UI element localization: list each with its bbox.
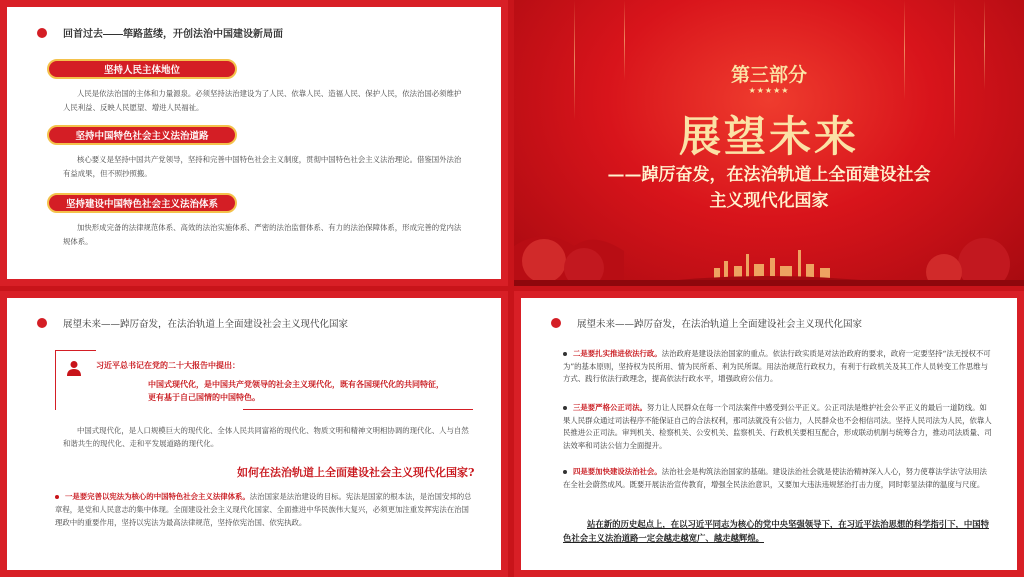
slide-part-three-cover[interactable] bbox=[514, 0, 1024, 286]
point-text: 法治国家是法治建设的目标。宪法是国家的根本法，是治国安邦的总章程，是党和人民意志的集中体现。全面建设社会主义现代化国家、全面推进中华民族伟大复兴，必须更加注重发挥宪法在治国理政中的重要作用，坚持以宪法为最高法律规范，坚持依宪治国、依宪执政。 bbox=[55, 492, 472, 527]
bullet-icon bbox=[55, 495, 59, 499]
person-icon bbox=[66, 360, 82, 376]
question-heading: 如何在法治轨道上全面建设社会主义现代化国家? bbox=[237, 466, 475, 479]
slide-modernization[interactable] bbox=[0, 291, 508, 577]
slide-review-past[interactable] bbox=[0, 0, 508, 286]
list-item bbox=[563, 466, 993, 491]
section-title: 展望未来——踔厉奋发，在法治轨道上全面建设社会主义现代化国家 bbox=[577, 319, 863, 330]
list-item bbox=[563, 348, 993, 386]
quote-box bbox=[55, 350, 473, 410]
section-text-2: 核心要义是坚持中国共产党领导，坚持和完善中国特色社会主义制度，贯彻中国特色社会主义法治理论。借鉴国外法治有益成果，但不照抄照搬。 bbox=[63, 155, 462, 178]
section-header bbox=[37, 316, 348, 330]
bullet-dot-icon bbox=[551, 318, 561, 328]
point-title: 三是要严格公正司法。 bbox=[573, 403, 647, 412]
section-title: 展望未来——踔厉奋发，在法治轨道上全面建设社会主义现代化国家 bbox=[63, 319, 349, 330]
modernization-paragraph: 中国式现代化，是人口规模巨大的现代化、全体人民共同富裕的现代化、物质文明和精神文明相协调的现代化、人与自然和谐共生的现代化、走和平发展道路的现代化。 bbox=[63, 426, 469, 448]
section-text-3: 加快形成完备的法律规范体系、高效的法治实施体系、严密的法治监督体系、有力的法治保障体系，形成完善的党内法规体系。 bbox=[63, 223, 462, 246]
pill-heading-3: 坚持建设中国特色社会主义法治体系 bbox=[47, 193, 237, 213]
bullet-icon bbox=[563, 352, 567, 356]
skyline-clouds-illustration bbox=[514, 206, 1024, 286]
slide-content bbox=[7, 7, 501, 279]
main-title: 展望未来 bbox=[678, 112, 859, 161]
point-title: 四是要加快建设法治社会。 bbox=[573, 467, 662, 476]
stars-icon: ★★★★★ bbox=[748, 86, 790, 95]
subtitle-line-1: ——踔厉奋发，在法治轨道上全面建设社会 bbox=[607, 165, 931, 185]
quote-lead: 习近平总书记在党的二十大报告中提出： bbox=[96, 360, 240, 370]
section-text-1: 人民是依法治国的主体和力量源泉。必须坚持法治建设为了人民、依靠人民、造福人民、保护人民，依法治国必须维护人民利益、反映人民愿望、增进人民福祉。 bbox=[63, 89, 462, 112]
part-label: 第三部分 bbox=[730, 64, 807, 86]
slide-rule-of-law-points[interactable] bbox=[514, 291, 1024, 577]
slide-content bbox=[7, 298, 501, 570]
bullet-dot-icon bbox=[37, 318, 47, 328]
quote-body: 中国式现代化，是中国共产党领导的社会主义现代化，既有各国现代化的共同特征，更有基于自己国情的中国特色。 bbox=[148, 379, 444, 402]
section-header bbox=[37, 25, 283, 40]
bullet-icon bbox=[563, 406, 567, 410]
pill-heading-1: 坚持人民主体地位 bbox=[47, 59, 237, 79]
bullet-icon bbox=[563, 470, 567, 474]
section-title: 回首过去——筚路蓝缕，开创法治中国建设新局面 bbox=[63, 29, 283, 40]
point-text: 法治社会是构筑法治国家的基础。建设法治社会就是使法治精神深入人心，努力使尊法学法守法用法在全社会蔚然成风。既要开展法治宣传教育，增强全民法治意识，又要加大违法违规惩治打击力度，同时彰显法律的温度与尺度。 bbox=[563, 467, 987, 489]
bullet-dot-icon bbox=[37, 28, 47, 38]
list-item bbox=[563, 402, 993, 452]
conclusion-text: 站在新的历史起点上，在以习近平同志为核心的党中央坚强领导下，在习近平法治思想的科学指引下，中国特色社会主义法治道路一定会越走越宽广、越走越辉煌。 bbox=[563, 519, 989, 543]
list-item bbox=[55, 490, 473, 529]
point-text: 法治政府是建设法治国家的重点。依法行政实质是对法治政府的要求，政府一定要坚持“法无授权不可为”的基本原则，坚持权为民所用、情为民所系、利为民所谋。用法治规范行政权力，有利于行政机关及其工作人员转变工作思维与方式、践行依法行政理念，提高依法行政水平，增强政府公信力。 bbox=[563, 349, 991, 383]
section-header bbox=[551, 316, 862, 330]
subtitle-line-2: 主义现代化国家 bbox=[709, 191, 829, 211]
pill-heading-2: 坚持中国特色社会主义法治道路 bbox=[47, 125, 237, 145]
point-title: 二是要扎实推进依法行政。 bbox=[573, 349, 662, 358]
point-title: 一是要完善以宪法为核心的中国特色社会主义法律体系。 bbox=[65, 492, 250, 501]
point-text: 努力让人民群众在每一个司法案件中感受到公平正义。公正司法是维护社会公平正义的最后一道防线。如果人民群众通过司法程序不能保证自己的合法权利，那司法就没有公信力，人民群众也不会相信司法。坚持人民司法为人民，依靠人民推进公正司法。审判机关、检察机关、公安机关、监察机关、行政机关要相互配合，形成联动机制与统筹合力，推动司法质量、司法效率和司法公信力全面提升。 bbox=[563, 403, 992, 450]
slide-content bbox=[521, 298, 1017, 570]
